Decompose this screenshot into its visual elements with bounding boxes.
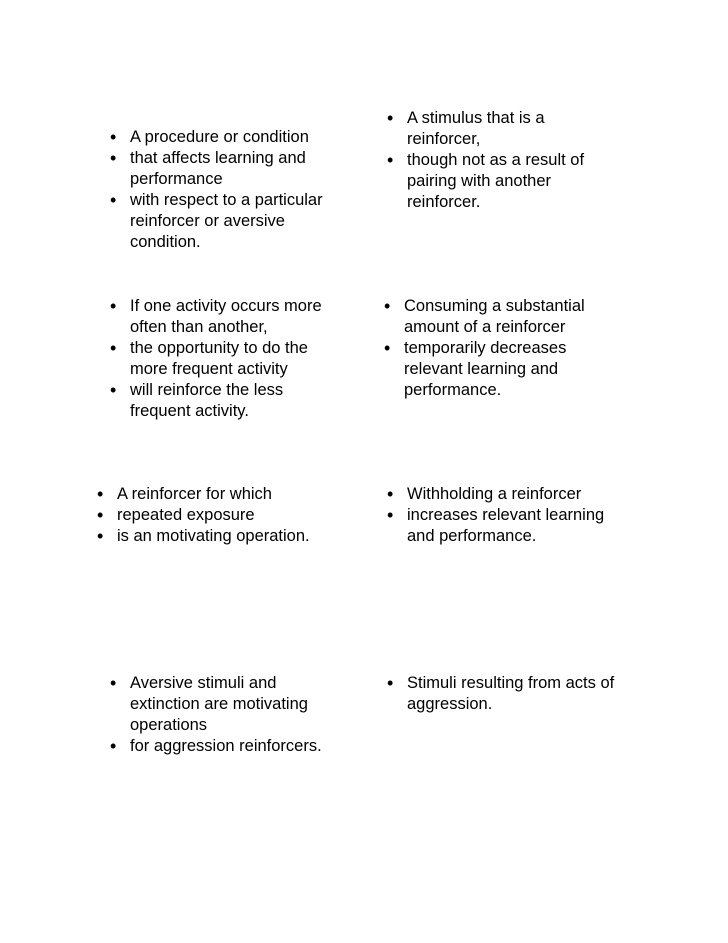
card-4-bullet-2: • temporarily decreases relevant learning and performance. [384,338,584,401]
card-1-bullet-3: • with respect to a particular reinforcer or aversive condition. [110,190,340,253]
card-2-bullet-2: • though not as a result of pairing with another reinforcer. [387,150,612,213]
card-6-bullet-2: • increases relevant learning and performance. [387,505,627,547]
card-7-bullet-list [110,673,346,757]
card-3-bullet-list [110,296,342,422]
card-5-bullet-3: • is an motivating operation. [97,526,357,547]
card-8-bullet-list [387,673,637,715]
card-7-bullet-2: • for aggression reinforcers. [110,736,346,757]
card-8-bullet-1: • Stimuli resulting from acts of aggression. [387,673,637,715]
card-1-bullet-2: • that affects learning and performance [110,148,340,190]
card-4-bullet-1: • Consuming a substantial amount of a reinforcer [384,296,606,338]
card-5-bullet-2: • repeated exposure [97,505,357,526]
card-4-bullet-list [384,296,606,401]
card-5-bullet-list [97,484,357,547]
card-2-bullet-list [387,108,612,213]
card-7-bullet-1: • Aversive stimuli and extinction are motivating operations [110,673,330,736]
card-2-bullet-1: • A stimulus that is a reinforcer, [387,108,567,150]
card-5-bullet-1: • A reinforcer for which [97,484,357,505]
card-6-bullet-1: • Withholding a reinforcer [387,484,627,505]
card-6-bullet-list [387,484,627,547]
card-3-bullet-1: • If one activity occurs more often than another, [110,296,342,338]
card-3-bullet-3: • will reinforce the less frequent activity. [110,380,342,422]
card-1-bullet-1: • A procedure or condition [110,127,340,148]
card-1-bullet-list [110,127,340,253]
card-3-bullet-2: • the opportunity to do the more frequent activity [110,338,342,380]
